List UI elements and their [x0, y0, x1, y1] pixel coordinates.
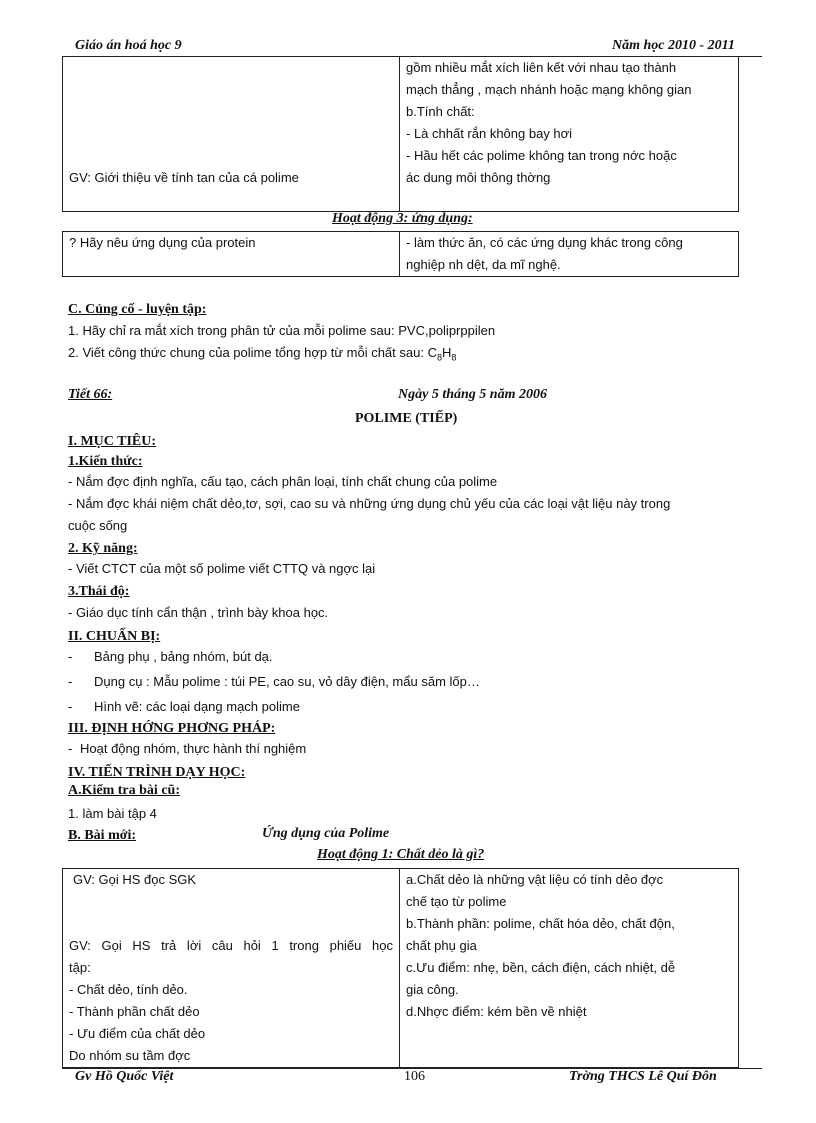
footer-author: Gv Hồ Quốc Việt: [75, 1069, 174, 1084]
new-lesson-subtitle: Ứng dụng của Polime: [262, 826, 390, 841]
table-line: gồm nhiều mắt xích liên kết với nhau tạo thành: [406, 60, 677, 75]
consolidation-item: 1. Hãy chỉ ra mắt xích trong phân tử của mỗi polime sau: PVC,poliprppilen: [68, 323, 496, 338]
table-line: nghiệp nh dệt, da mĩ nghệ.: [406, 257, 561, 272]
footer-school: Trờng THCS Lê Quí Đôn: [569, 1069, 717, 1084]
table-line: c.Ưu điểm: nhẹ, bền, cách điện, cách nhiệt, dễ: [406, 960, 676, 975]
table-line: - Chất dẻo, tính dẻo.: [69, 982, 188, 997]
objectives-title: I. MỤC TIÊU:: [68, 434, 157, 449]
attitude-title: 3.Thái độ:: [68, 584, 130, 599]
activity1-title: Hoạt động 1: Chất dẻo là gì?: [317, 847, 485, 862]
table-applications: [62, 231, 739, 277]
table-line: GV: Gọi HS đọc SGK: [73, 872, 197, 887]
table-line: b.Tính chất:: [406, 104, 475, 119]
consolidation-item: 2. Viết công thức chung của polime tổng hợp từ mỗi chất sau: $C_8H_8$: [68, 345, 457, 363]
question: ? Hãy nêu ứng dụng của protein: [69, 235, 256, 250]
knowledge-item: - Nắm đợc khái niệm chất dẻo,tơ, sợi, cao su và những ứng dụng chủ yếu của các loại vật liệu này trong: [68, 496, 671, 511]
table-line: d.Nhợc điểm: kém bền về nhiệt: [406, 1004, 587, 1019]
skills-title: 2. Kỹ năng:: [68, 541, 138, 556]
header-year: Năm học 2010 - 2011: [612, 38, 735, 53]
table-line: - Là chhất rắn không bay hơi: [406, 126, 573, 141]
table-line: b.Thành phần: polime, chất hóa dẻo, chất độn,: [406, 916, 675, 931]
table-line: a.Chất dẻo là những vật liệu có tính dẻo đợc: [406, 872, 664, 887]
table-cell-left: [63, 232, 400, 277]
preparation-item: - Dụng cụ : Mẫu polime : túi PE, cao su, vỏ dây điện, mẩu săm lốp…: [68, 674, 480, 689]
preparation-title: II. CHUẨN BỊ:: [68, 629, 161, 644]
new-lesson-title: B. Bài mới:: [68, 828, 137, 843]
knowledge-item: cuộc sống: [68, 518, 128, 533]
table-line: mạch thẳng , mạch nhánh hoặc mạng không gian: [406, 82, 692, 97]
table-cell-right: [400, 57, 739, 212]
table-line: - Ưu điểm của chất dẻo: [69, 1026, 206, 1041]
header-title: Giáo án hoá học 9: [75, 38, 182, 53]
table-line: - làm thức ăn, có các ứng dụng khác trong công: [406, 235, 683, 250]
lesson-date: Ngày 5 tháng 5 năm 2006: [398, 387, 547, 402]
check-title: A.Kiểm tra bài cũ:: [68, 783, 180, 798]
table-line: GV: Gọi HS trả lời câu hỏi 1 trong phiếu học: [69, 938, 393, 953]
table-cell-left: [63, 869, 400, 1068]
table-line: ác dung môi thông thờng: [406, 170, 551, 185]
activity3-title: Hoạt động 3: ứng dụng:: [332, 211, 473, 226]
knowledge-title: 1.Kiến thức:: [68, 454, 143, 469]
table-line: gia công.: [406, 982, 459, 997]
method-title: III. ĐỊNH HỚNG PHƠNG PHÁP:: [68, 721, 276, 736]
attitude-item: - Giáo dục tính cẩn thận , trình bày khoa học.: [68, 605, 329, 620]
table-line: [69, 891, 393, 913]
table-line: Do nhóm su tầm đợc: [69, 1048, 191, 1063]
table-line: - Thành phần chất dẻo: [69, 1004, 200, 1019]
table-line: tập:: [69, 960, 91, 975]
table-line: chế tạo từ polime: [406, 894, 507, 909]
table-cell-right: [400, 869, 739, 1068]
skills-item: - Viết CTCT của một số polime viết CTTQ và ngợc lại: [68, 561, 376, 576]
lesson-title: POLIME (TIẾP): [355, 411, 458, 426]
preparation-item: - Hình vẽ: các loại dạng mạch polime: [68, 699, 300, 714]
preparation-item: - Bảng phụ , bảng nhóm, bút dạ.: [68, 649, 273, 664]
table-cell-right: [400, 232, 739, 277]
table-properties: [62, 56, 739, 212]
teacher-note: GV: Giới thiệu về tính tan của cá polime: [69, 170, 299, 185]
table-plastics: [62, 868, 739, 1068]
process-title: IV. TIẾN TRÌNH DẠY HỌC:: [68, 765, 246, 780]
knowledge-item: - Nắm đợc định nghĩa, cấu tạo, cách phân loại, tính chất chung của polime: [68, 474, 498, 489]
table-line: chất phụ gia: [406, 938, 477, 953]
method-item: - Hoạt động nhóm, thực hành thí nghiệm: [68, 741, 307, 756]
table-cell-left: [63, 57, 400, 212]
check-item: 1. làm bài tập 4: [68, 806, 157, 821]
lesson-number: Tiết 66:: [68, 387, 113, 402]
consolidation-title: C. Củng cố - luyện tập:: [68, 302, 207, 317]
table-line: - Hầu hết các polime không tan trong nớc hoặc: [406, 148, 677, 163]
table-line: [69, 913, 393, 935]
page-number: 106: [404, 1069, 425, 1084]
